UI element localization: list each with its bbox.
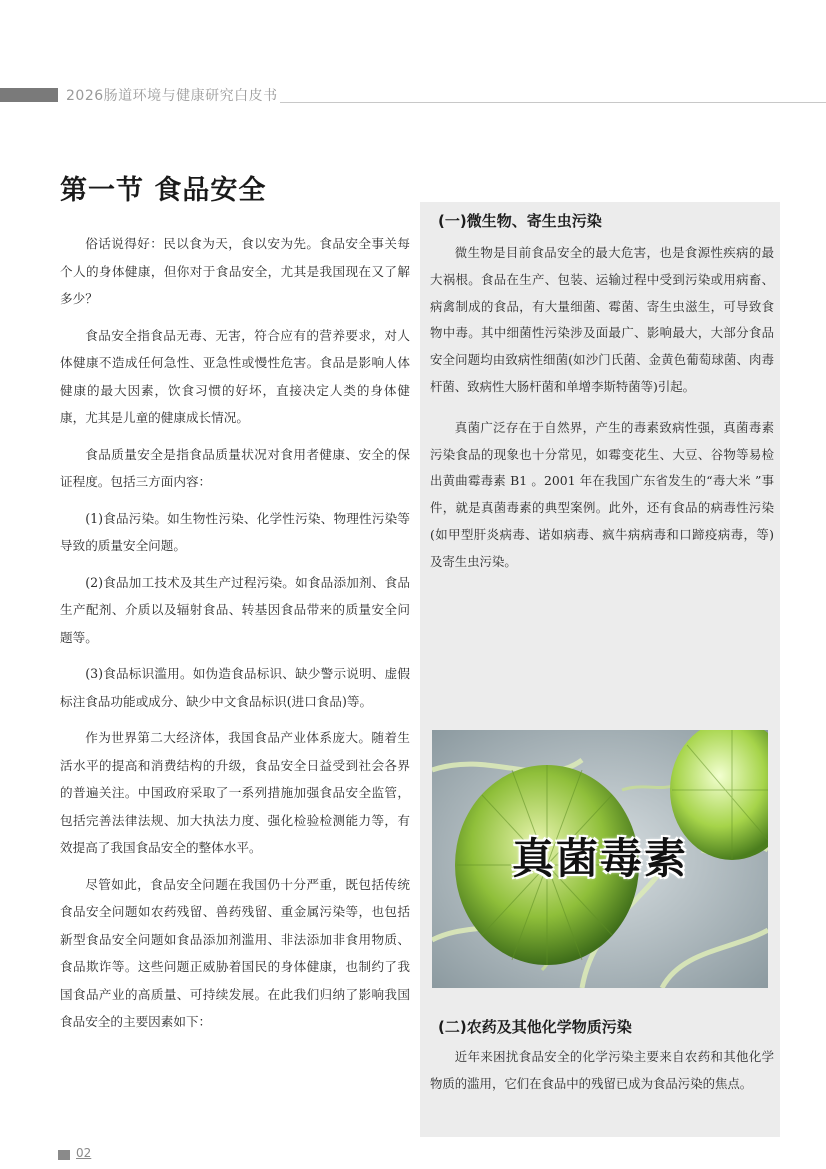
sidebar-paragraph-2: 真菌广泛存在于自然界，产生的毒素致病性强，真菌毒素污染食品的现象也十分常见，如霉变花生、大豆、谷物等易检出黄曲霉毒素 B1 。2001 年在我国广东省发生的“毒大米 ”事件，就是真菌毒素的典型案例。此外，还有食品的病毒性污染(如甲型肝炎病毒、诺如病毒、疯牛病病毒和口蹄疫病毒，等)及寄生虫污染。 [430, 419, 774, 569]
left-paragraph-3: 食品质量安全是指食品质量状况对食用者健康、安全的保证程度。包括三方面内容： [60, 446, 410, 489]
sidebar-text-block-1 [430, 240, 774, 590]
sidebar-paragraph-3: 近年来困扰食品安全的化学污染主要来自农药和其他化学物质的滥用，它们在食品中的残留已成为食品污染的焦点。 [430, 1049, 774, 1091]
left-paragraph-6: (3)食品标识滥用。如伪造食品标识、缺少警示说明、虚假标注食品功能或成分、缺少中文食品标识(进口食品)等。 [60, 666, 410, 709]
sidebar-heading-chemicals: (二)农药及其他化学物质污染 [438, 1018, 632, 1036]
left-column [60, 230, 410, 1045]
left-paragraph-8: 尽管如此，食品安全问题在我国仍十分严重，既包括传统食品安全问题如农药残留、兽药残留、重金属污染等，也包括新型食品安全问题如食品添加剂滥用、非法添加非食用物质、食品欺诈等。这些问题正威胁着国民的身体健康，也制约了我国食品产业的高质量、可持续发展。在此我们归纳了影响我国食品安全的主要因素如下： [60, 876, 410, 1029]
sidebar-panel [420, 202, 780, 1137]
figure-caption: 真菌毒素 [511, 834, 688, 883]
sidebar-paragraph-1: 微生物是目前食品安全的最大危害，也是食源性疾病的最大祸根。食品在生产、包装、运输过程中受到污染或用病畜、病禽制成的食品，有大量细菌、霉菌、寄生虫滋生，可导致食物中毒。其中细菌性污染涉及面最广、影响最大，大部分食品安全问题均由致病性细菌(如沙门氏菌、金黄色葡萄球菌、肉毒杆菌、致病性大肠杆菌和单增李斯特菌等)引起。 [430, 245, 774, 394]
page-number: 02 [76, 1146, 92, 1160]
header-bar-decoration [0, 88, 58, 102]
mycotoxin-figure [432, 730, 768, 988]
left-paragraph-2: 食品安全指食品无毒、无害，符合应有的营养要求，对人体健康不造成任何急性、亚急性或慢性危害。食品是影响人体健康的最大因素，饮食习惯的好坏，直接决定人类的身体健康，尤其是儿童的健康成长情况。 [60, 327, 410, 425]
left-paragraph-7: 作为世界第二大经济体，我国食品产业体系庞大。随着生活水平的提高和消费结构的升级，食品安全日益受到社会各界的普遍关注。中国政府采取了一系列措施加强食品安全监管，包括完善法律法规、加大执法力度、强化检验检测能力等，有效提高了我国食品安全的整体水平。 [60, 730, 410, 855]
running-header-title: 2026肠道环境与健康研究白皮书 [66, 88, 278, 104]
sidebar-heading-microbes: (一)微生物、寄生虫污染 [438, 212, 602, 230]
footer-square-decoration [58, 1150, 70, 1160]
sidebar-text-block-2 [430, 1044, 774, 1112]
left-paragraph-5: (2)食品加工技术及其生产过程污染。如食品添加剂、食品生产配剂、介质以及辐射食品、转基因食品带来的质量安全问题等。 [60, 574, 410, 645]
left-paragraph-4: (1)食品污染。如生物性污染、化学性污染、物理性污染等导致的质量安全问题。 [60, 510, 410, 553]
left-paragraph-1: 俗话说得好：民以食为天，食以安为先。食品安全事关每个人的身体健康，但你对于食品安全，尤其是我国现在又了解多少？ [60, 236, 410, 306]
section-title: 第一节 食品安全 [60, 175, 267, 206]
header-rule [280, 102, 826, 103]
